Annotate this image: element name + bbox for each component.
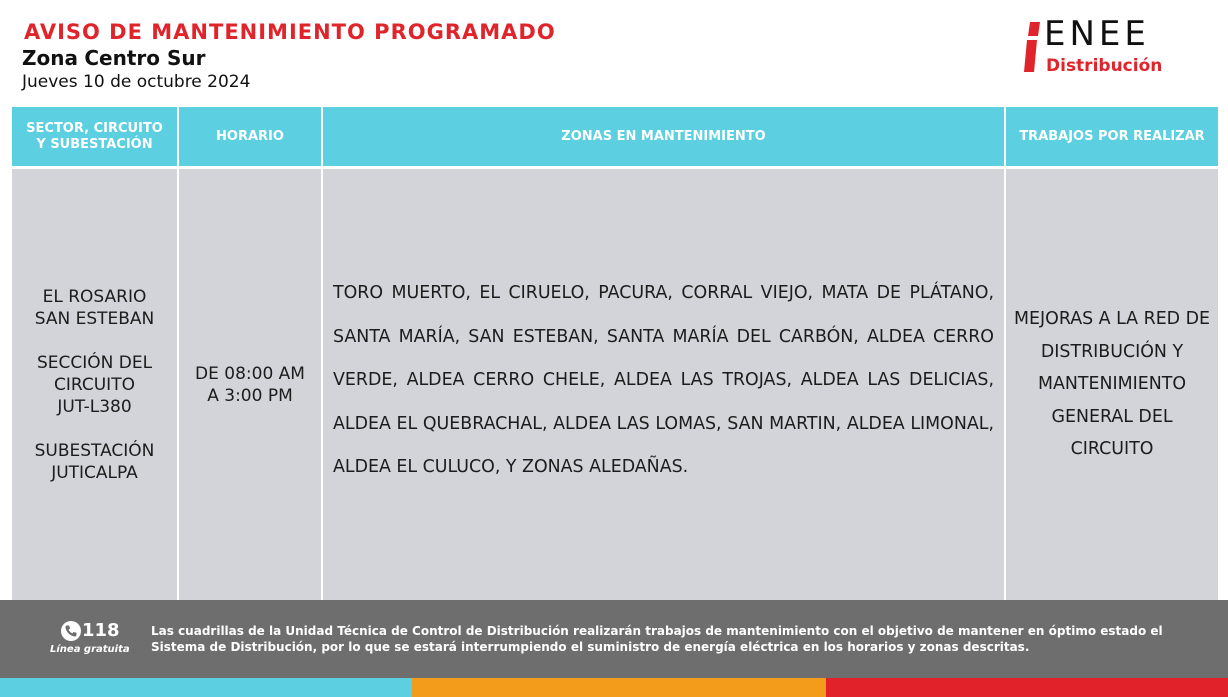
notice-date: Jueves 10 de octubre 2024	[22, 72, 251, 92]
enee-logo-mark-icon	[1024, 22, 1040, 72]
schedule-text: DE 08:00 AM A 3:00 PM	[195, 363, 305, 406]
logo-subtitle: Distribución	[1046, 56, 1163, 76]
stripe-cyan	[0, 678, 412, 697]
phone-number: 118	[82, 620, 120, 641]
column-header-works: TRABAJOS POR REALIZAR	[1006, 107, 1218, 166]
zone-label: Zona	[22, 46, 78, 70]
zones-text: TORO MUERTO, EL CIRUELO, PACURA, CORRAL VIEJO, MATA DE PLÁTANO, SANTA MARÍA, SAN ESTEBAN, SANTA MARÍA DEL CARBÓN, ALDEA CERRO VERDE, ALDEA CERRO CHELE, ALDEA LAS TROJAS, ALDEA LAS DELICIAS, ALDEA EL QUEBRACHAL, ALDEA LAS LOMAS, SAN MARTIN, ALDEA LIMONAL, ALDEA EL CULUCO, Y ZONAS ALEDAÑAS.	[333, 283, 994, 478]
phone-icon	[60, 620, 82, 642]
phone-label: Línea gratuita	[50, 644, 130, 655]
stripe-red	[826, 678, 1228, 697]
works-text: MEJORAS A LA RED DE DISTRIBUCIÓN Y MANTENIMIENTO GENERAL DEL CIRCUITO	[1014, 309, 1210, 460]
zone-name: Centro Sur	[84, 46, 206, 70]
notice-title: AVISO DE MANTENIMIENTO PROGRAMADO	[24, 20, 556, 44]
table-cell-sector	[12, 169, 177, 600]
stripe-orange	[412, 678, 826, 697]
notice-header	[0, 0, 1228, 104]
table-cell-zones	[323, 169, 1004, 600]
column-header-zones: ZONAS EN MANTENIMIENTO	[323, 107, 1004, 166]
table-cell-works	[1006, 169, 1218, 600]
logo-name: ENEE	[1044, 14, 1150, 54]
column-header-sector: SECTOR, CIRCUITO Y SUBESTACIÓN	[12, 107, 177, 166]
sector-text: EL ROSARIO SAN ESTEBAN SECCIÓN DEL CIRCUITO JUT-L380 SUBESTACIÓN JUTICALPA	[34, 286, 155, 483]
maintenance-table	[12, 107, 1218, 600]
zone-heading	[22, 46, 205, 70]
table-cell-schedule	[179, 169, 321, 600]
column-header-schedule: HORARIO	[179, 107, 321, 166]
footer-banner	[0, 600, 1228, 678]
hotline[interactable]	[40, 620, 140, 660]
enee-logo	[1022, 14, 1202, 80]
footer-message: Las cuadrillas de la Unidad Técnica de Control de Distribución realizarán trabajos de mantenimiento con el objetivo de mantener en óptimo estado el Sistema de Distribución, por lo que se estará interrumpiendo el suministro de energía eléctrica en los horarios y zonas descritas.	[151, 624, 1163, 654]
